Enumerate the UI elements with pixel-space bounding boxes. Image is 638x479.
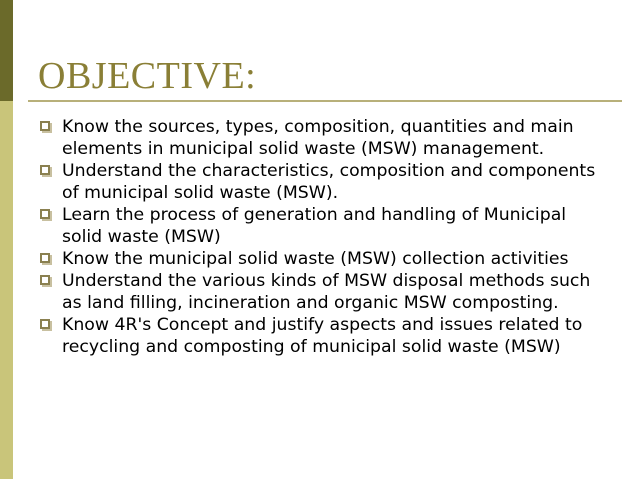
list-item [38,248,598,270]
list-item-text: Know 4R's Concept and justify aspects and issues related to recycling and composting of municipal solid waste (MSW) [62,315,583,357]
list-item [38,160,598,204]
sidebar-accent-light [0,101,13,479]
list-item-text: Know the municipal solid waste (MSW) collection activities [62,249,569,269]
list-item [38,116,598,160]
title-divider [28,100,622,102]
slide-title: OBJECTIVE: [38,55,257,97]
objective-list [38,116,598,358]
list-item [38,314,598,358]
list-item-text: Understand the various kinds of MSW disposal methods such as land filling, incineration and organic MSW composting. [62,271,591,313]
square-bullet-icon [40,253,50,263]
list-item [38,270,598,314]
square-bullet-icon [40,209,50,219]
square-bullet-icon [40,275,50,285]
square-bullet-icon [40,319,50,329]
sidebar-accent-dark [0,0,13,101]
list-item [38,204,598,248]
square-bullet-icon [40,121,50,131]
list-item-text: Know the sources, types, composition, quantities and main elements in municipal solid waste (MSW) management. [62,117,574,159]
list-item-text: Understand the characteristics, composition and components of municipal solid waste (MSW). [62,161,596,203]
square-bullet-icon [40,165,50,175]
list-item-text: Learn the process of generation and handling of Municipal solid waste (MSW) [62,205,567,247]
